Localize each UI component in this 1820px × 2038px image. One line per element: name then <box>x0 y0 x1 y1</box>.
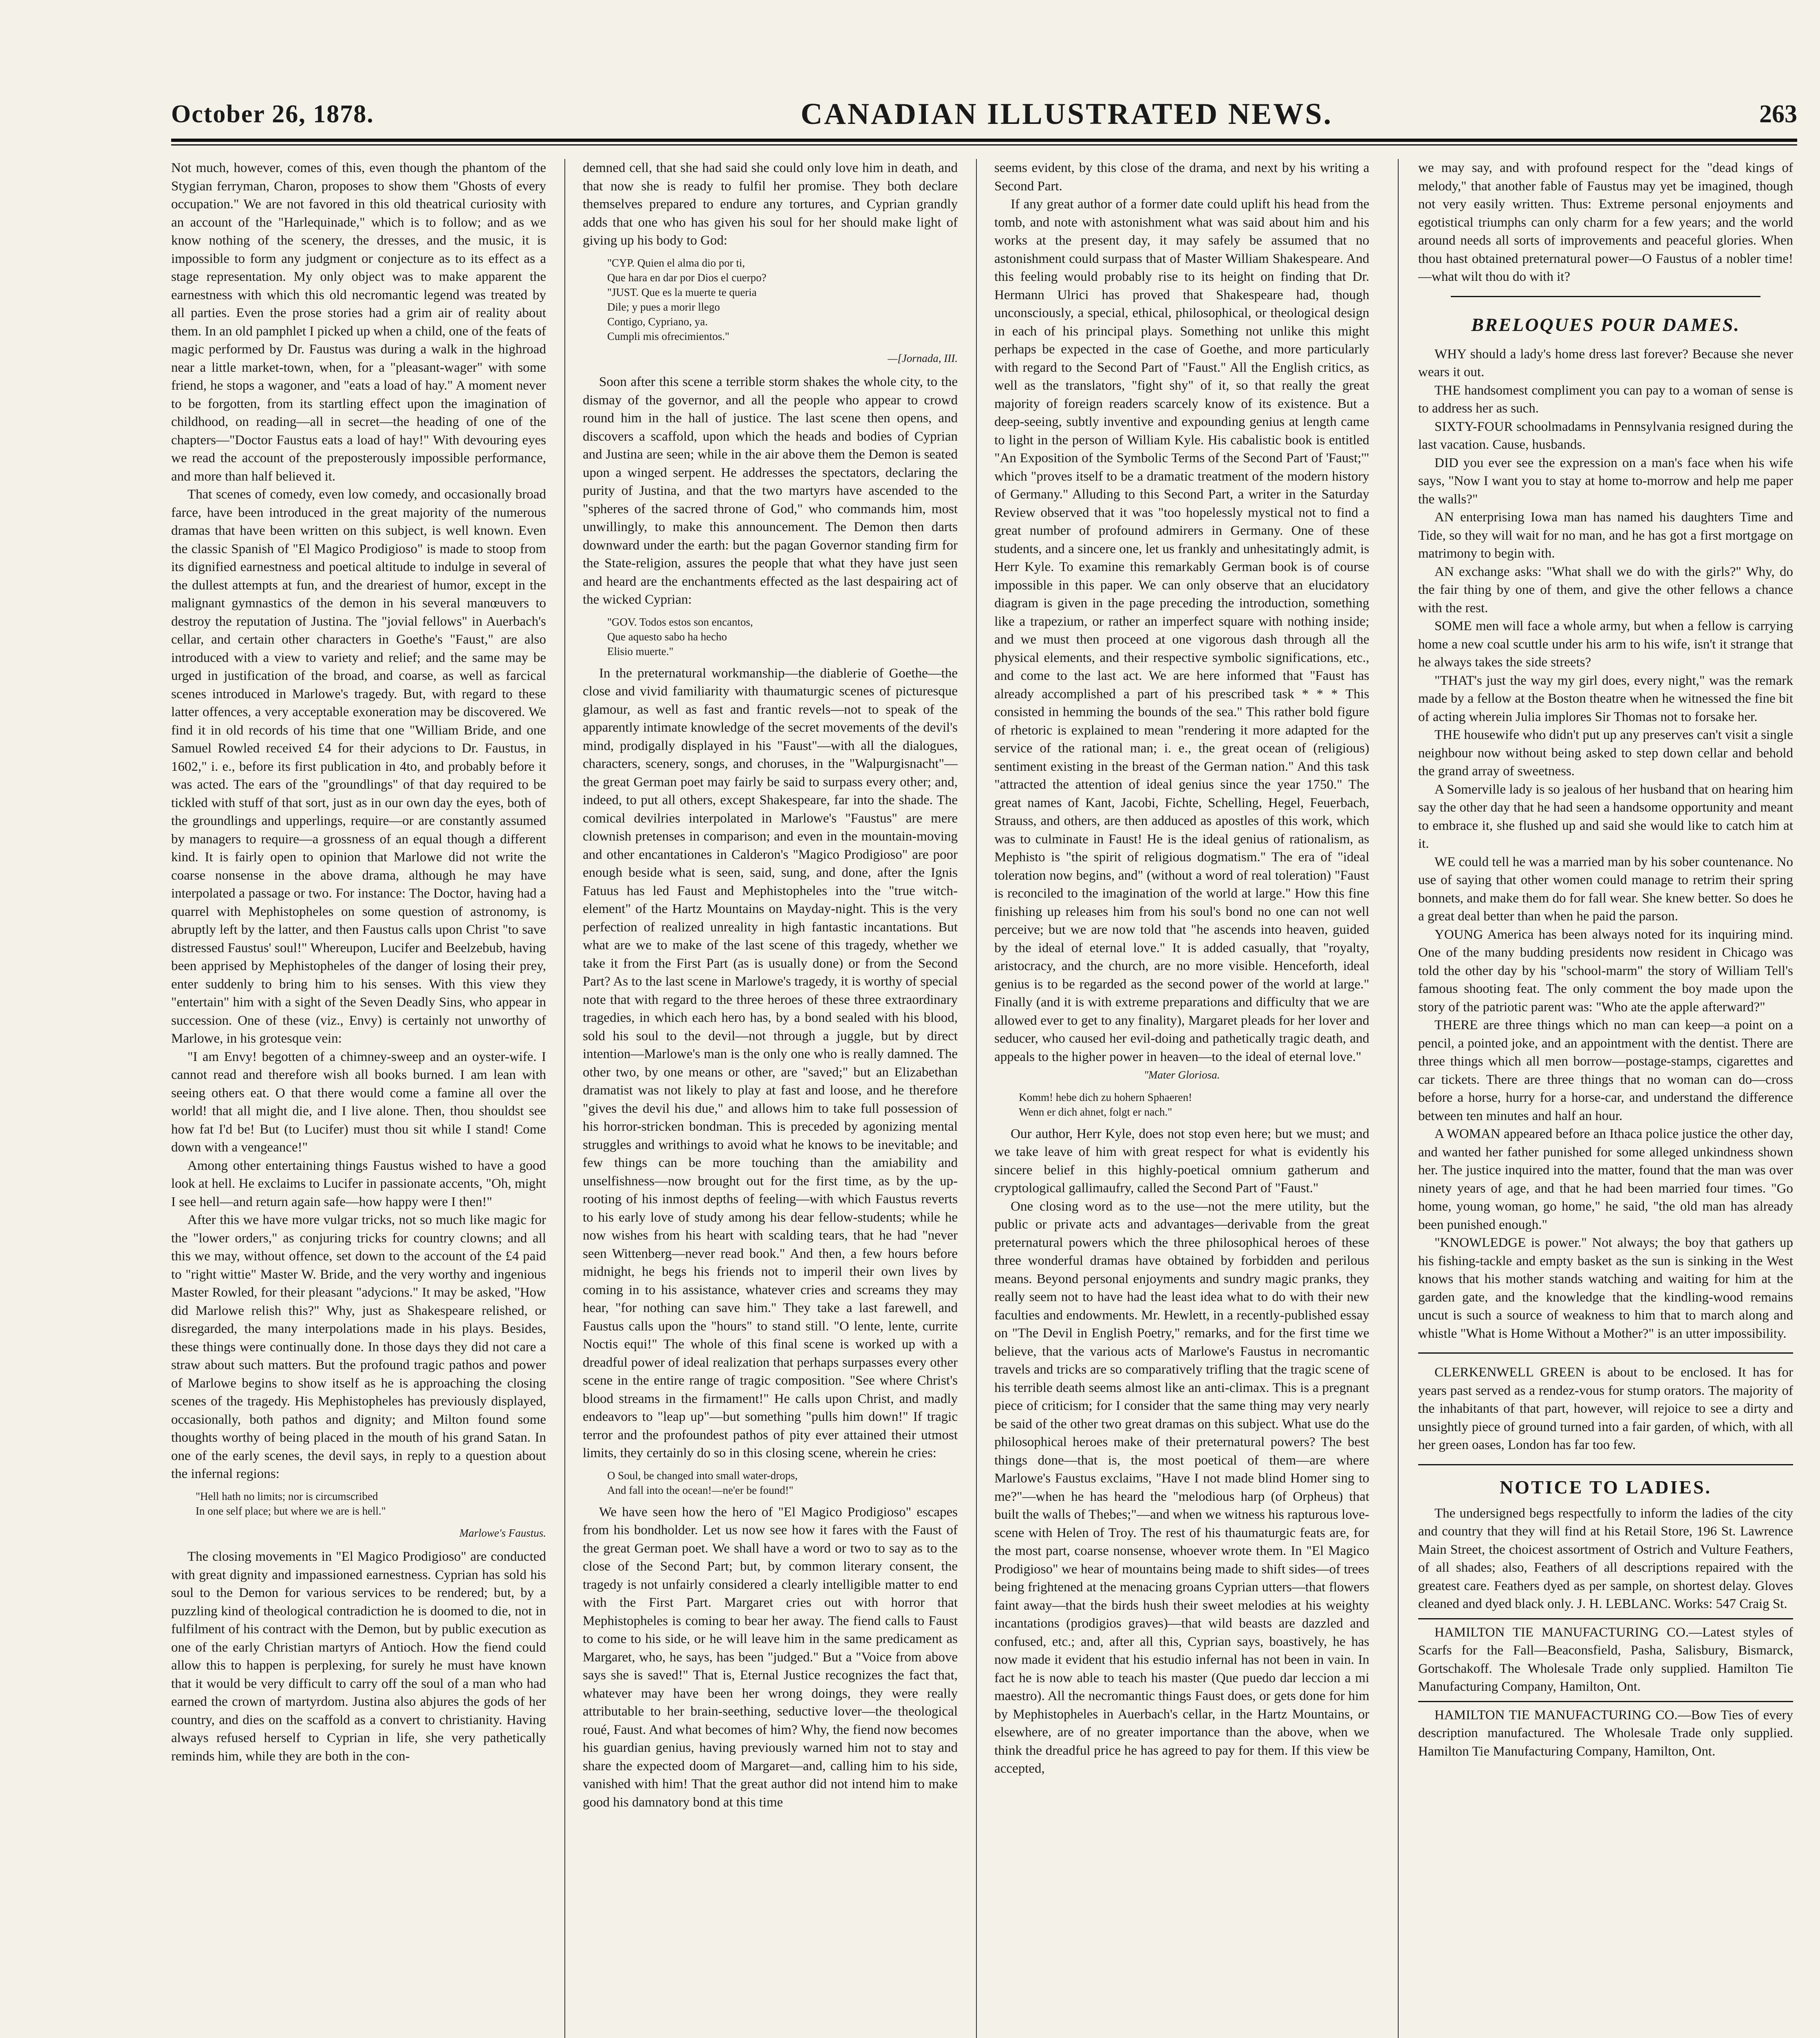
verse-quote <box>607 615 958 659</box>
advertisement-text: HAMILTON TIE MANUFACTURING CO.—Bow Ties of every description manufactured. The Wholesale Trade only supplied. Hamilton Tie Manufacturing Company, Hamilton, Ont. <box>1418 1707 1793 1759</box>
paragraph: In the preternatural workmanship—the diablerie of Goethe—the close and vivid familiarity with thaumaturgic scenes of picturesque glamour, as well as fast and frantic revels—not to speak of the apparently intimate knowledge of the secret movements of the devil's mind, prodigally displayed in his "Faust"—with all the dialogues, characters, scenery, songs, and choruses, in the "Walpurgisnacht"—the great German poet may fairly be said to surpass every other; and, indeed, to put all others, except Shakespeare, far into the shade. The comical devilries interpolated in Marlowe's "Faustus" are mere clownish pretenses in comparison; and even in the mountain-moving and other encantationes in Calderon's "Magico Prodigioso" are poor enough beside what is seen, said, sung, and done, after the Ignis Fatuus has led Faust and Mephistopheles into the "true witch-element" of the Hartz Mountains on Mayday-night. This is the very perfection of realized unreality in high fantastic incantations. But what are we to make of the last scene of this tragedy, whether we take it from the First Part (as is usually done) or from the Second Part? As to the last scene in Marlowe's tragedy, it is worthy of special note that with regard to the three heroes of these three extraordinary tragedies, in which each hero has, by a bond sealed with his blood, sold his soul to the devil—not through a juggle, but by direct intention—Marlowe's man is the only one who is really damned. The other two, by one means or other, are "saved;" but an Elizabethan dramatist was not likely to play at fast and loose, and he therefore "gives the devil his due," and allows him to take full possession of his horror-stricken bondman. This is preceded by agonizing mental struggles and writhings to avoid what he knows to be inevitable; and few things can be more touching than the amiability and unselfishness—now brought out for the first time, as by the up-rooting of his inmost depths of feeling—with which Faustus reverts to his early love of study among his dear fellow-students; while he now wishes from his heart with scalding tears, that he had "never seen Wittenberg—never read book." And then, a few hours before midnight, he begs his friends not to imperil their own lives by coming in to his assistance, whatever cries and screams they may hear, "for nothing can save him." They take a last farewell, and Faustus calls upon the "hours" to stand still. "O lente, lente, currite Noctis equi!" The whole of this final scene is worked up with a dreadful power of ideal realization that perhaps surpasses every other scene in the entire range of tragic composition. "See where Christ's blood streams in the firmament!" He calls upon Christ, and madly endeavors to "leap up"—but something "pulls him down!" If tragic terror and the profoundest pathos of pity ever attained their utmost limits, they certainly do so in this closing scene, wherein he cries: <box>583 666 958 1460</box>
masthead-rule <box>171 139 1797 142</box>
anecdote-item: SIXTY-FOUR schoolmadams in Pennsylvania resigned during the last vacation. Cause, husbands. <box>1418 419 1793 452</box>
notice-title: NOTICE TO LADIES. <box>1499 1476 1712 1498</box>
anecdote-item: AN exchange asks: "What shall we do with the girls?" Why, do the fair thing by one of them, and give the other fellows a chance with the rest. <box>1418 564 1793 615</box>
news-item: CLERKENWELL GREEN is about to be enclosed. It has for years past served as a rendez-vous for stump orators. The majority of the inhabitants of that part, however, will rejoice to see a dirty and unsightly piece of ground turned into a fair garden, of which, with all her green oases, London has far too few. <box>1418 1365 1793 1452</box>
column-divider <box>1398 159 1399 2038</box>
verse-line: "GOV. Todos estos son encantos, <box>607 615 753 628</box>
verse-line: Contigo, Cypriano, ya. <box>607 315 708 328</box>
verse-line: Que hara en dar por Dios el cuerpo? <box>607 271 767 284</box>
verse-line: Dile; y pues a morir llego <box>607 300 720 313</box>
section-title: BRELOQUES POUR DAMES. <box>1471 314 1740 335</box>
paragraph: Not much, however, comes of this, even though the phantom of the Stygian ferryman, Charon, proposes to show them "Ghosts of every occupation." We are not favored in this old theatrical curiosity with an account of the "Harlequinade," which is to follow; and as we know nothing of the scenery, the dresses, and the music, it is impossible to form any judgment or conjecture as to its effect as a stage representation. My only object was to make apparent the earnestness with which this old necromantic legend was treated by all parties. Even the prose stories had a grim air of reality about them. In an old pamphlet I picked up when a child, one of the feats of magic performed by Dr. Faustus was during a walk in the highroad near a little market-town, when, for a "pleasant-wager" with some friend, he stops a wagoner, and "eats a load of hay." A moment never to be forgotten, from its startling effect upon the imagination of childhood, on reading—all in secret—the heading of one of the chapters—"Doctor Faustus eats a load of hay!" With devouring eyes we read the account of the preposterously impossible performance, and more than half believed it. <box>171 161 546 484</box>
paragraph: seems evident, by this close of the drama, and next by his writing a Second Part. <box>994 161 1369 194</box>
paragraph: One closing word as to the use—not the mere utility, but the public or private acts and advantages—derivable from the great preternatural powers which the three philosophical heroes of these three wonderful dramas have obtained by forbidden and perilous means. Beyond personal enjoyments and sundry magic pranks, they really seem not to have had the least idea what to do with their new faculties and endowments. Mr. Hewlett, in a recently-published essay on "The Devil in English Poetry," remarks, and for the first time we believe, that the various acts of Marlowe's Faustus in necromantic travels and tricks are so comparatively trifling that the tragic scene of his terrible death seems almost like an anti-climax. This is a pregnant piece of criticism; for I consider that the same thing may very nearly be said of the other two great dramas on this subject. What use do the philosophical heroes make of their preternatural powers? The best things done—that is, the most poetical of them—are where Marlowe's Faustus exclaims, "Have I not made blind Homer sing to me?"—when he has heard the "melodious harp (of Orpheus) that built the walls of Thebes;"—and when we witness his rapturous love-scene with Helen of Troy. The rest of his thaumaturgic feats are, for the most part, coarse nonsense, whoever wrote them. In "El Magico Prodigioso" we hear of mountains being made to shift sides—of trees being frightened at the menacing groans Cyprian utters—that flowers faint away—that the birds hush their sweet melodies at his weighty incantations (prodigios graves)—that wild beasts are dazzled and confused, etc.; and, after all this, Cyprian says, boastively, he has now made it evident that his estudio infernal has not been in vain. In fact he is now able to teach his master (Que puedo dar leccion a mi maestro). All the necromantic things Faust does, or gets done for him by Mephistopheles in Auerbach's cellar, in the Hartz Mountains, or elsewhere, are of no greater importance than the above, when we think the dreadful price he has agreed to pay for them. If this view be accepted, <box>994 1199 1369 1776</box>
verse-line: In one self place; but where we are is hell." <box>196 1504 386 1517</box>
anecdote-item: WHY should a lady's home dress last forever? Because she never wears it out. <box>1418 346 1793 379</box>
paragraph: Among other entertaining things Faustus wished to have a good look at hell. He exclaims to Lucifer in passionate accents, "Oh, might I see hell—and return again safe—how happy were I then!" <box>171 1158 546 1209</box>
paragraph: "I am Envy! begotten of a chimney-sweep and an oyster-wife. I cannot read and therefore wish all books burned. I am lean with seeing others eat. O that there would come a famine all over the world! that all might die, and I live alone. Then, thou shouldst see how fat I'd be! But (to Lucifer) must thou sit while I stand! Come down with a vengeance!" <box>171 1049 546 1155</box>
anecdote-item: A Somerville lady is so jealous of her husband that on hearing him say the other day that he had seen a handsome opportunity and meant to embrace it, she flushed up and said she would like to catch him at it. <box>1418 782 1793 851</box>
section-divider <box>1418 1464 1793 1465</box>
verse-quote <box>1019 1090 1369 1119</box>
notice-body: The undersigned begs respectfully to inform the ladies of the city and country that they will find at his Retail Store, 196 St. Lawrence Main Street, the choicest assortment of Ostrich and Vulture Feathers, of all shades; also, Feathers of all descriptions repaired with the greatest care. Feathers dyed as per sample, on shortest delay. Gloves cleaned and dyed black only. J. H. LEBLANC. Works: 547 Craig St. <box>1418 1506 1793 1611</box>
advertisement <box>1418 1618 1793 1696</box>
anecdote-item: A WOMAN appeared before an Ithaca police justice the other day, and wanted her father punished for some alleged unkindness shown her. The justice inquired into the matter, found that the man was over ninety years of age, and that he had been married four times. "Go home, young woman, go home," he said, "the old man has already been punished enough." <box>1418 1127 1793 1232</box>
paragraph: we may say, and with profound respect for the "dead kings of melody," that another fable of Faustus may yet be imagined, though not very easily written. Thus: Extreme personal enjoyments and egotistical triumphs can only charm for a few years; and the world around needs all sorts of improvements and peaceful glories. When thou hast obtained preternatural power—O Faustus of a nobler time!—what wilt thou do with it? <box>1418 161 1793 284</box>
anecdote-item: THE housewife who didn't put up any preserves can't visit a single neighbour now without being asked to step down cellar and behold the grand array of sweetness. <box>1418 728 1793 779</box>
anecdote-item: "KNOWLEDGE is power." Not always; the boy that gathers up his fishing-tackle and empty basket as the sun is sinking in the West knows that his mother stands watching and waiting for him at the garden gate, and the knowledge that the kindling-wood remains uncut is such a source of weakness to him that to march along and whistle "What is Home Without a Mother?" is an utter impossibility. <box>1418 1235 1793 1341</box>
paragraph: The closing movements in "El Magico Prodigioso" are conducted with great dignity and impassioned earnestness. Cyprian has sold his soul to the Demon for various services to be rendered; but, by a puzzling kind of theological contradiction he is doomed to die, not in fulfilment of his contract with the Demon, but by public execution as one of the early Christian martyrs of Antioch. How the fiend could allow this to happen is perplexing, for surely he must have known that it would be very difficult to carry off the soul of a man who had earned the crown of martyrdom. Justina also abjures the gods of her country, and dies on the scaffold as a convert to christianity. Having always refused herself to Cyprian in life, she very pathetically reminds him, while they are both in the con- <box>171 1549 546 1764</box>
verse-quote <box>607 1468 958 1498</box>
verse-line: Wenn er dich ahnet, folgt er nach." <box>1019 1105 1172 1118</box>
page-number: 263 <box>1759 100 1797 128</box>
verse-citation: Marlowe's Faustus. <box>459 1526 546 1539</box>
section-divider <box>1451 296 1761 297</box>
anecdote-item: YOUNG America has been always noted for its inquiring mind. One of the many budding presidents now resident in Chicago was told the other day by his "school-marm" the story of William Tell's famous shooting feat. The only comment the boy made upon the story of the patriotic parent was: "Who ate the apple afterward?" <box>1418 927 1793 1015</box>
verse-quote <box>607 256 958 344</box>
paragraph: We have seen how the hero of "El Magico Prodigioso" escapes from his bondholder. Let us now see how it fares with the Faust of the great German poet. We shall have a word or two to say as to the close of the Second Part; but, by common literary consent, the tragedy is not unfairly considered a clearly intelligible matter to end with the First Part. Margaret cries out with horror that Mephistopheles is coming to bear her away. The fiend calls to Faust to come to his side, or he will leave him in the same predicament as Margaret, who, he says, has been "judged." But a "Voice from above says she is saved!" That is, Eternal Justice recognizes the fact that, whatever may have been her wrong doings, they were really attributable to her brain-seething, seductive lover—the theological roué, Faust. And what becomes of him? Why, the fiend now becomes his guardian genius, having previously warned him not to stay and share the expected doom of Margaret—and, calling him to his side, vanished with him! That the great author did not intend him to make good his damnatory bond at this time <box>583 1504 958 1810</box>
verse-line: And fall into the ocean!—ne'er be found!" <box>607 1484 793 1496</box>
verse-line: Cumpli mis ofrecimientos." <box>607 330 729 342</box>
masthead <box>171 94 1797 135</box>
advertisement-text: HAMILTON TIE MANUFACTURING CO.—Latest styles of Scarfs for the Fall—Beaconsfield, Pasha, Salisbury, Bismarck, Gortschakoff. The Wholesale Trade only supplied. Hamilton Tie Manufacturing Company, Hamilton, Ont. <box>1418 1625 1793 1694</box>
column-divider <box>976 159 977 2038</box>
paragraph: After this we have more vulgar tricks, not so much like magic for the "lower orders," as conjuring tricks for country clowns; and all this we may, without offence, set down to the account of the £4 paid to "right wittie" Master W. Bride, and the very worthy and ingenious Master Rowled, for their pleasant "adycions." It may be asked, "How did Marlowe relish this?" Why, just as Shakespeare relished, or disregarded, the many interpolations made in his plays. Besides, these things were continually done. In those days they did not care a straw about such matters. But the profound tragic pathos and power of Marlowe begins to show itself as he is approaching the closing scenes of the tragedy. His Mephistopheles has previously displayed, occasionally, both pathos and dignity; and Milton found some thoughts worthy of being placed in the mouth of his grand Satan. In one of the early scenes, the devil says, in reply to a question about the infernal regions: <box>171 1213 546 1481</box>
paragraph: If any great author of a former date could uplift his head from the tomb, and note with astonishment what was said about him and his works at the present day, it may safely be assumed that no astonishment could surpass that of Master William Shakespeare. And this feeling would probably rise to its height on finding that Dr. Hermann Ulrici has proved that Shakespeare had, though unconsciously, a special, ethical, philosophical, or theological design in each of his principal plays. Something not unlike this might perhaps be expected in the case of Goethe, and more particularly with regard to the Second Part of "Faust." All the English critics, as well as the translators, "fight shy" of it, so that really the great majority of foreign readers scarcely know of its existence. But a deep-seeing, subtly inventive and expounding genius at length came to light in the person of William Kyle. His cabalistic book is entitled "An Exposition of the Symbolic Terms of the Second Part of 'Faust;'" which "proves itself to be a dramatic treatment of the modern history of Germany." Alluding to this Second Part, a writer in the Saturday Review observed that it was "too hopelessly mystical not to find a great number of profound admirers in Germany. One of these students, and a sincere one, let us frankly and unhesitatingly admit, is Herr Kyle. To examine this remarkably German book is of course impossible in this paper. We can only observe that an elucidatory diagram is given in the page preceding the introduction, something like a trapezium, or rather an imperfect square with nothing inside; and we must then proceed at one vigorous dash through all the physical elements, and their respective symbolic significations, etc., and come to the last act. We are here informed that "Faust has already accomplished a part of his prescribed task * * * This consisted in hemming the bounds of the sea." This rather bold figure of rhetoric is explained to mean "rendering it more adapted for the service of the rational man; i. e., the great ocean of (religious) sentiment existing in the breast of the German nation." And this task "attracted the attention of ideal genius since the year 1750." The great names of Kant, Jacobi, Fichte, Schelling, Hegel, Feuerbach, Strauss, and others, are then adduced as apostles of this work, which was to culminate in Faust! He is the ideal genius of rationalism, as Mephisto is "the spirit of religious dogmatism." The era of "ideal toleration now begins, and" (without a word of real toleration) "Faust is reconciled to the imagination of the world at large." How this fine finishing up releases him from his soul's bond no one can not well perceive; but we are now told that "he ascends into heaven, guided by the ideal of eternal love." It is added casually, that "royalty, aristocracy, and the church, are no more visible. Henceforth, ideal genius is to be regarded as the second power of the world at large." Finally (and it is with extreme preparations and difficulty that we are allowed ever to get to any finality), Margaret pleads for her lover and seducer, who caused her evil-doing and pathetically tragic death, and appeals to the higher power in heaven—to the ideal of eternal love." <box>994 197 1369 1064</box>
verse-line: "JUST. Que es la muerte te queria <box>607 286 757 298</box>
paragraph: demned cell, that she had said she could only love him in death, and that now she is ready to fulfil her promise. They both declare themselves prepared to endure any tortures, and Cyprian grandly adds that one who has given his soul for her should make light of giving up his body to God: <box>583 161 958 248</box>
anecdote-item: WE could tell he was a married man by his sober countenance. No use of saying that other women could manage to retrim their spring bonnets, and make them do for fall wear. She knew better. So does he a great deal better than when he paid the parson. <box>1418 854 1793 924</box>
verse-quote <box>196 1489 546 1518</box>
verse-citation: —[Jornada, III. <box>888 352 958 364</box>
verse-line: Komm! hebe dich zu hohern Sphaeren! <box>1019 1091 1192 1103</box>
verse-line: "CYP. Quien el alma dio por ti, <box>607 256 745 269</box>
anecdote-item: THERE are three things which no man can keep—a point on a pencil, a pointed joke, and an appointment with the dentist. There are three things which all men borrow—postage-stamps, cigarettes and car tickets. There are three things that no woman can do—cross before a horse, hurry for a horse-car, and understand the difference between ten minutes and half an hour. <box>1418 1018 1793 1123</box>
paragraph: That scenes of comedy, even low comedy, and occasionally broad farce, have been introduced in the great majority of the numerous dramas that have been written on this subject, is well known. Even the classic Spanish of "El Magico Prodigioso" is made to stoop from its dignified earnestness and poetical altitude to indulge in several of the dullest attempts at fun, and the dreariest of humor, except in the malignant gymnastics of the demon in his several manœuvers to destroy the reputation of Justina. The "jovial fellows" in Auerbach's cellar, and certain other characters in Goethe's "Faust," are also introduced with a view to variety and relief; and the same may be urged in justification of the broad, and coarse, as well as farcical scenes introduced in Marlowe's tragedy. But, with regard to these latter offences, a very acceptable exoneration may be discovered. We find it in old records of his time that one "William Bride, and one Samuel Rowled received £4 for their adycions to Dr. Faustus, in 1602," i. e., before its first publication in 4to, and probably before it was acted. The ears of the "groundlings" of that day required to be tickled with stuff of that sort, just as in our own day the eyes, both of the groundlings and upperlings, require—or are constantly assumed by managers to require—a grossness of an equal though a different kind. It is fairly open to opinion that Marlowe did not write the coarse nonsense in the above drama, although he may have interpolated a passage or two. For instance: The Doctor, having had a quarrel with Mephistopheles on some question of astronomy, is abruptly left by the latter, and then Faustus calls upon Christ "to save distressed Faustus' soul!" Whereupon, Lucifer and Beelzebub, having been apprised by Mephistopheles of the danger of losing their prey, enter suddenly to bring him to his senses. With this view they "entertain" him with a sight of the Seven Deadly Sins, who appear in succession. One of these (viz., Envy) is certainly not unworthy of Marlowe, in his grotesque vein: <box>171 487 546 1046</box>
column-4 <box>1418 159 1793 2038</box>
newspaper-page <box>171 94 1797 2038</box>
column-2 <box>583 159 958 2038</box>
verse-line: Elisio muerte." <box>607 645 674 657</box>
section-divider <box>1418 1352 1793 1354</box>
paragraph: Soon after this scene a terrible storm shakes the whole city, to the dismay of the governor, and all the people who appear to crowd round him in the hall of justice. The last scene then opens, and discovers a scaffold, upon which the heads and bodies of Cyprian and Justina are seen; while in the air above them the Demon is seated upon a winged serpent. He addresses the spectators, declaring the purity of Justina, and that the two martyrs have ascended to the "spheres of the sacred throne of God," who commands him, most unwillingly, to make this announcement. The Demon then darts downward under the earth: but the pagan Governor standing firm for the State-religion, assures the people that what they have just seen and heard are the enchantments effected as the last despairing act of the wicked Cyprian: <box>583 375 958 607</box>
verse-line: "Hell hath no limits; nor is circumscribed <box>196 1490 378 1502</box>
anecdote-item: DID you ever see the expression on a man's face when his wife says, "Now I want you to stay at home to-morrow and help me paper the walls?" <box>1418 455 1793 507</box>
anecdote-item: THE handsomest compliment you can pay to a woman of sense is to address her as such. <box>1418 383 1793 416</box>
anecdote-item: SOME men will face a whole army, but when a fellow is carrying home a new coal scuttle under his arm to his wife, isn't it strange that he always takes the side streets? <box>1418 619 1793 670</box>
advertisement <box>1418 1701 1793 1761</box>
newspaper-title: CANADIAN ILLUSTRATED NEWS. <box>800 97 1333 131</box>
anecdote-item: "THAT's just the way my girl does, every night," was the remark made by a fellow at the Boston theatre when he witnessed the fine bit of acting wherein Julia implores Sir Thomas not to forsake her. <box>1418 673 1793 724</box>
verse-line: Que aquesto sabo ha hecho <box>607 630 727 643</box>
issue-date: October 26, 1878. <box>171 100 374 128</box>
column-divider <box>564 159 565 2038</box>
column-1 <box>171 159 546 2038</box>
paragraph: Our author, Herr Kyle, does not stop even here; but we must; and we take leave of him with great respect for what is evidently his sincere belief in this highly-poetical omnium gatherum and cryptological gallimaufry, called the Second Part of "Faust." <box>994 1126 1369 1195</box>
anecdote-item: AN enterprising Iowa man has named his daughters Time and Tide, so they will wait for no man, and he has got a first mortgage on matrimony to begin with. <box>1418 510 1793 561</box>
column-3 <box>994 159 1369 2038</box>
masthead-rule-thin <box>171 144 1797 146</box>
verse-line: O Soul, be changed into small water-drops, <box>607 1469 798 1482</box>
verse-citation: "Mater Gloriosa. <box>1144 1069 1220 1081</box>
